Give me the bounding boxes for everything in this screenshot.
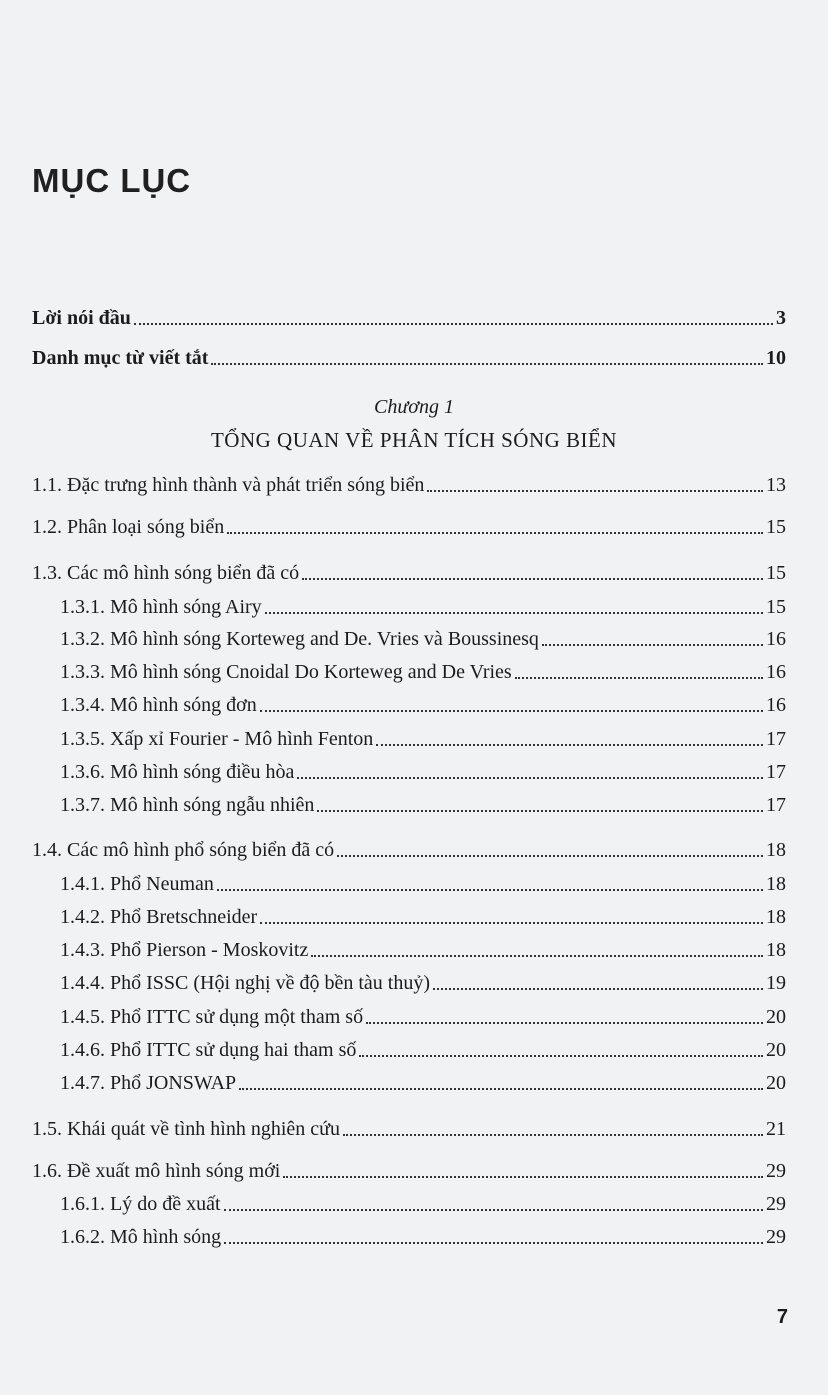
page-title: MỤC LỤC [32, 162, 192, 199]
toc-entry-label: 1.3.5. Xấp xỉ Fourier - Mô hình Fenton [60, 728, 374, 750]
toc-entry-label: 1.4.7. Phổ JONSWAP [60, 1072, 237, 1094]
dot-leader [217, 889, 763, 891]
toc-entry [60, 621, 786, 651]
toc-entry-page: 16 [766, 661, 786, 683]
dot-leader [224, 1209, 763, 1211]
toc-entry-label: 1.2. Phân loại sóng biển [32, 516, 225, 538]
toc-entry [32, 509, 786, 539]
toc-entry-page: 20 [766, 1072, 786, 1094]
toc-entry-page: 13 [766, 474, 786, 496]
dot-leader [359, 1055, 763, 1057]
toc-entry [60, 899, 786, 929]
toc-entry-page: 19 [766, 972, 786, 994]
toc-entry [60, 999, 786, 1029]
dot-leader [427, 490, 763, 492]
toc-entry [60, 1186, 786, 1216]
toc-entry [32, 832, 786, 862]
toc-entry-label: 1.4. Các mô hình phổ sóng biển đã có [32, 839, 335, 861]
toc-entry-page: 29 [766, 1226, 786, 1248]
toc-entry-page: 29 [766, 1160, 786, 1182]
toc-entry-label: 1.3. Các mô hình sóng biển đã có [32, 562, 300, 584]
toc-entry [60, 866, 786, 896]
toc-entry [60, 721, 786, 751]
toc-entry-page: 15 [766, 596, 786, 618]
toc-entry [60, 589, 786, 619]
toc-entry-page: 20 [766, 1039, 786, 1061]
toc-entry-page: 15 [766, 562, 786, 584]
toc-entry-page: 3 [776, 307, 786, 329]
toc-entry-label: 1.6.2. Mô hình sóng [60, 1226, 222, 1248]
toc-entry-page: 10 [766, 347, 786, 369]
toc-entry-label: 1.3.3. Mô hình sóng Cnoidal Do Korteweg and De Vries [60, 661, 512, 683]
toc-entry-label: 1.3.6. Mô hình sóng điều hòa [60, 761, 295, 783]
toc-entry [60, 687, 786, 717]
toc-entry [32, 467, 786, 497]
toc-entry-page: 17 [766, 794, 786, 816]
toc-entry-label: 1.4.6. Phổ ITTC sử dụng hai tham số [60, 1039, 357, 1061]
toc-entry [60, 654, 786, 684]
toc-entry-page: 16 [766, 694, 786, 716]
toc-entry-label: 1.4.3. Phổ Pierson - Moskovitz [60, 939, 309, 961]
page-number: 7 [776, 1306, 788, 1328]
dot-leader [376, 744, 763, 746]
toc-entry-page: 21 [766, 1118, 786, 1140]
toc-entry-page: 17 [766, 761, 786, 783]
toc-entry-page: 18 [766, 906, 786, 928]
toc-entry [60, 932, 786, 962]
toc-entry-label: 1.4.1. Phổ Neuman [60, 873, 214, 895]
toc-entry [32, 555, 786, 585]
toc-entry [60, 1032, 786, 1062]
dot-leader [515, 677, 763, 679]
dot-leader [265, 612, 763, 614]
toc-entry-page: 20 [766, 1006, 786, 1028]
toc-entry-page: 18 [766, 873, 786, 895]
toc-entry-label: 1.6. Đề xuất mô hình sóng mới [32, 1160, 281, 1182]
dot-leader [211, 363, 763, 365]
dot-leader [239, 1088, 763, 1090]
dot-leader [366, 1022, 763, 1024]
toc-entry [60, 754, 786, 784]
dot-leader [343, 1134, 763, 1136]
chapter-number: Chương 1 [374, 396, 454, 418]
toc-entry-page: 17 [766, 728, 786, 750]
toc-entry-label: 1.3.4. Mô hình sóng đơn [60, 694, 257, 716]
dot-leader [224, 1242, 763, 1244]
toc-entry-label: 1.4.2. Phổ Bretschneider [60, 906, 258, 928]
dot-leader [337, 855, 763, 857]
toc-entry-label: 1.4.5. Phổ ITTC sử dụng một tham số [60, 1006, 364, 1028]
chapter-title: TỔNG QUAN VỀ PHÂN TÍCH SÓNG BIỂN [210, 428, 618, 452]
dot-leader [297, 777, 763, 779]
dot-leader [302, 578, 763, 580]
toc-entry-page: 18 [766, 839, 786, 861]
toc-entry [60, 965, 786, 995]
toc-entry-label: 1.3.1. Mô hình sóng Airy [60, 596, 262, 618]
toc-entry-page: 15 [766, 516, 786, 538]
dot-leader [283, 1176, 763, 1178]
toc-entry-label: 1.5. Khái quát về tình hình nghiên cứu [32, 1118, 341, 1140]
toc-entry-page: 18 [766, 939, 786, 961]
dot-leader [311, 955, 763, 957]
dot-leader [260, 922, 763, 924]
toc-entry [32, 1153, 786, 1183]
toc-entry [60, 787, 786, 817]
dot-leader [542, 644, 763, 646]
dot-leader [134, 323, 773, 325]
dot-leader [433, 988, 763, 990]
toc-entry-label: 1.4.4. Phổ ISSC (Hội nghị về độ bền tàu thuỷ) [60, 972, 430, 994]
dot-leader [227, 532, 763, 534]
toc-entry-label: 1.3.7. Mô hình sóng ngẫu nhiên [60, 794, 315, 816]
dot-leader [317, 810, 763, 812]
toc-entry-preface [32, 300, 786, 330]
dot-leader [260, 710, 763, 712]
toc-entry-label: Danh mục từ viết tắt [32, 347, 209, 369]
toc-entry-label: 1.6.1. Lý do đề xuất [60, 1193, 221, 1215]
toc-entry-page: 16 [766, 628, 786, 650]
toc-entry-page: 29 [766, 1193, 786, 1215]
toc-entry-label: 1.3.2. Mô hình sóng Korteweg and De. Vries và Boussinesq [60, 628, 539, 650]
toc-entry-abbreviations [32, 340, 786, 370]
toc-entry [32, 1111, 786, 1141]
toc-entry [60, 1219, 786, 1249]
toc-entry-label: 1.1. Đặc trưng hình thành và phát triển sóng biển [32, 474, 425, 496]
toc-entry [60, 1065, 786, 1095]
toc-entry-label: Lời nói đầu [32, 307, 131, 329]
